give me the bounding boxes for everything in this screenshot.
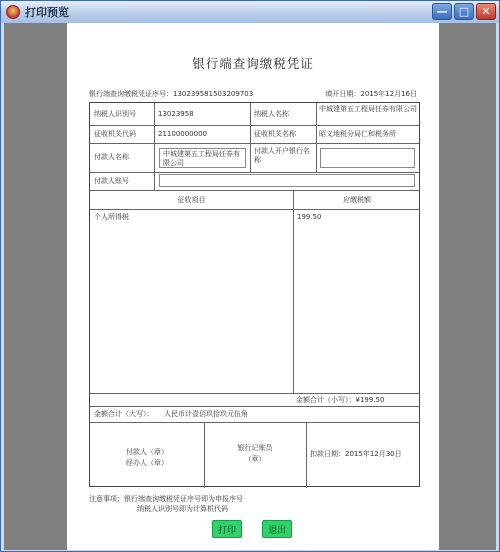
authority-code-label: 征收机关代码: [94, 130, 136, 138]
taxpayer-id-label: 纳税人识别号: [94, 110, 136, 118]
col-divider: [306, 422, 307, 488]
tax-voucher-form: [89, 102, 420, 487]
window-controls: [432, 3, 496, 20]
tax-amount-header: 应缴税额: [343, 196, 371, 204]
col-divider: [293, 190, 294, 393]
row-divider: [90, 125, 419, 126]
col-divider: [154, 103, 155, 172]
handler-seal-label: 经办人（章）: [126, 459, 168, 467]
payer-bank-label: 付款人开户银行名称: [254, 147, 310, 164]
close-button[interactable]: ✕: [476, 3, 496, 20]
levy-item-header: 征收项目: [177, 196, 206, 204]
payer-account-label: 付款人账号: [94, 177, 129, 185]
debit-date: 扣款日期：2015年12月30日: [310, 450, 402, 458]
payer-account-field: [159, 174, 415, 187]
certificate-number: 银行端查询缴税凭证序号：1302395815032097​03: [89, 90, 254, 98]
row-divider: [90, 190, 419, 191]
notes-line-2: 纳税人识别号即为计算机代码: [137, 505, 228, 513]
total-big-label: 金额合计（大写）：: [94, 410, 154, 418]
bank-seal-label: （章）: [244, 455, 266, 463]
authority-name-value: 昭义地税分局仁和税务所: [319, 130, 396, 138]
notes-line-1: 注意事项：银行端查询缴税凭证序号即为申报序号: [89, 495, 243, 503]
col-divider: [250, 103, 251, 172]
row-divider: [90, 393, 419, 394]
col-divider: [316, 103, 317, 172]
document-title: 银行端查询缴税凭证: [192, 56, 314, 71]
exit-button[interactable]: 退出: [262, 520, 292, 538]
document-page: [67, 23, 439, 550]
row-divider: [90, 209, 419, 210]
window-title: 打印预览: [25, 6, 69, 19]
total-small: 金额合计（小写）：¥199.50: [296, 396, 385, 404]
row-divider: [90, 422, 419, 423]
taxpayer-name-label: 纳税人名称: [254, 110, 289, 118]
taxpayer-id-value: 13023958: [158, 110, 194, 118]
total-big-value: 人民币计壹佰玖拾玖元伍角: [164, 410, 248, 418]
payer-name-field: 中城建第五工程局任券有限公司: [159, 148, 246, 168]
taxpayer-name-value: 中城建第五工程局任券有限公司: [319, 105, 417, 113]
preview-area[interactable]: [4, 23, 496, 550]
print-button[interactable]: 打印: [212, 520, 242, 538]
levy-item-name: 个人所得税: [94, 213, 129, 221]
app-emblem-icon: [6, 5, 20, 19]
row-divider: [90, 143, 419, 144]
minimize-button[interactable]: —: [432, 3, 452, 20]
levy-item-amount: 199.50: [297, 213, 322, 221]
title-bar[interactable]: [1, 1, 499, 23]
bank-clerk-label: 银行记账员: [237, 444, 273, 452]
payer-name-label: 付款人名称: [94, 153, 129, 161]
col-divider: [154, 172, 155, 190]
payer-bank-field: [320, 148, 415, 168]
row-divider: [90, 406, 419, 407]
authority-name-label: 征收机关名称: [254, 130, 296, 138]
maximize-button[interactable]: □: [454, 3, 474, 20]
authority-code-value: 21100000000: [158, 130, 207, 138]
row-divider: [90, 172, 419, 173]
fill-date: 填开日期：2015年12月16日: [325, 90, 417, 98]
payer-seal-label: 付款人（章）: [126, 448, 168, 456]
